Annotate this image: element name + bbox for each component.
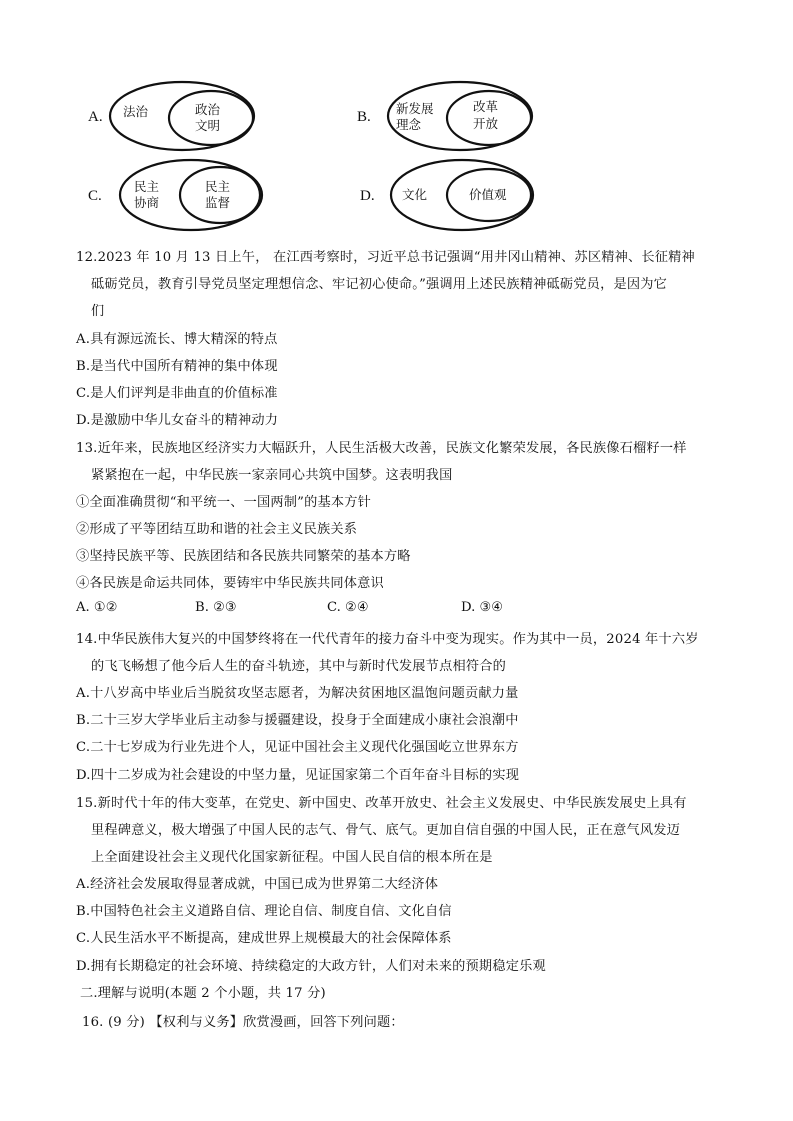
q14-stem-line-2: 的飞飞畅想了他今后人生的奋斗轨迹，其中与新时代发展节点相符合的 <box>91 659 507 674</box>
q12-stem-line-3: 们 <box>91 304 105 319</box>
section-2-heading: 二.理解与说明(本题 2 个小题，共 17 分) <box>80 986 326 1001</box>
q14-option-b: B.二十三岁大学毕业后主动参与援疆建设，投身于全面建成小康社会浪潮中 <box>76 713 519 728</box>
q13-choice-d: D. ③④ <box>461 600 504 615</box>
q15-stem-line-2: 里程碑意义，极大增强了中国人民的志气、骨气、底气。更加自信自强的中国人民，正在意气风发迈 <box>91 823 681 838</box>
q12-stem-line-2: 砥砺党员，教育引导党员坚定理想信念、牢记初心使命。”强调用上述民族精神砥砺党员，是因为它 <box>91 277 668 292</box>
q12-option-d: D.是激励中华儿女奋斗的精神动力 <box>76 413 279 428</box>
q12-option-b: B.是当代中国所有精神的集中体现 <box>76 359 278 374</box>
q13-statement-1: ①全面准确贯彻“和平统一、一国两制”的基本方针 <box>76 495 372 510</box>
q13-stem-line-1: 13.近年来，民族地区经济实力大幅跃升，人民生活极大改善，民族文化繁荣发展，各民族像石榴籽一样 <box>76 441 687 456</box>
q15-stem-line-1: 15.新时代十年的伟大变革，在党史、新中国史、改革开放史、社会主义发展史、中华民族发展史上具有 <box>76 796 687 811</box>
q12-option-a: A.具有源远流长、博大精深的特点 <box>76 332 278 347</box>
diagram-c-letter: C. <box>88 188 102 204</box>
diagram-a-outer-label: 法治 <box>123 104 149 119</box>
diagram-d-outer-label: 文化 <box>402 187 428 202</box>
diagram-a-inner-label-1: 政治 <box>195 102 221 117</box>
q16-prompt: 16. (9 分) 【权利与义务】欣赏漫画，回答下列问题： <box>82 1015 404 1030</box>
q13-statement-3: ③坚持民族平等、民族团结和各民族共同繁荣的基本方略 <box>76 549 411 564</box>
q13-choice-c: C. ②④ <box>327 600 369 615</box>
diagram-b-inner-label-1: 改革 <box>473 99 499 114</box>
q15-stem-line-3: 上全面建设社会主义现代化国家新征程。中国人民自信的根本所在是 <box>91 850 493 865</box>
q13-choice-b: B. ②③ <box>195 600 237 615</box>
q13-statement-2: ②形成了平等团结互助和谐的社会主义民族关系 <box>76 522 358 537</box>
q13-stem-line-2: 紧紧抱在一起，中华民族一家亲同心共筑中国梦。这表明我国 <box>91 468 453 483</box>
diagram-c-inner-label-1: 民主 <box>205 179 231 194</box>
q12-option-c: C.是人们评判是非曲直的价值标准 <box>76 386 278 401</box>
diagram-d <box>389 158 537 232</box>
diagram-c-inner-label-2: 监督 <box>205 195 231 210</box>
diagram-a <box>108 80 258 152</box>
diagram-b-letter: B. <box>357 109 371 125</box>
q15-option-b: B.中国特色社会主义道路自信、理论自信、制度自信、文化自信 <box>76 904 452 919</box>
diagram-b <box>386 80 536 152</box>
diagram-a-letter: A. <box>88 109 103 125</box>
q15-option-c: C.人民生活水平不断提高，建成世界上规模最大的社会保障体系 <box>76 931 452 946</box>
diagram-c-outer-label-2: 协商 <box>134 195 160 210</box>
diagram-c-outer-label-1: 民主 <box>134 179 160 194</box>
q15-option-a: A.经济社会发展取得显著成就，中国已成为世界第二大经济体 <box>76 877 439 892</box>
diagram-c <box>118 158 266 232</box>
diagram-b-outer-label-2: 理念 <box>396 117 422 132</box>
diagram-b-inner-label-2: 开放 <box>473 116 499 131</box>
diagram-a-inner-label-2: 文明 <box>195 118 221 133</box>
q13-choice-a: A. ①② <box>76 600 118 615</box>
diagram-d-inner-label: 价值观 <box>469 187 507 202</box>
q14-stem-line-1: 14.中华民族伟大复兴的中国梦终将在一代代青年的接力奋斗中变为现实。作为其中一员，2024 年十六岁 <box>76 632 699 647</box>
q13-statement-4: ④各民族是命运共同体，要铸牢中华民族共同体意识 <box>76 576 384 591</box>
q12-stem-line-1: 12.2023 年 10 月 13 日上午， 在江西考察时，习近平总书记强调“用井冈山精神、苏区精神、长征精神 <box>76 250 695 265</box>
q14-option-d: D.四十二岁成为社会建设的中坚力量，见证国家第二个百年奋斗目标的实现 <box>76 768 520 783</box>
q14-option-c: C.二十七岁成为行业先进个人，见证中国社会主义现代化强国屹立世界东方 <box>76 740 519 755</box>
q14-option-a: A.十八岁高中毕业后当脱贫攻坚志愿者，为解决贫困地区温饱问题贡献力量 <box>76 686 519 701</box>
diagram-b-outer-label-1: 新发展 <box>396 101 434 116</box>
q15-option-d: D.拥有长期稳定的社会环境、持续稳定的大政方针，人们对未来的预期稳定乐观 <box>76 959 546 974</box>
diagram-d-letter: D. <box>360 188 375 204</box>
